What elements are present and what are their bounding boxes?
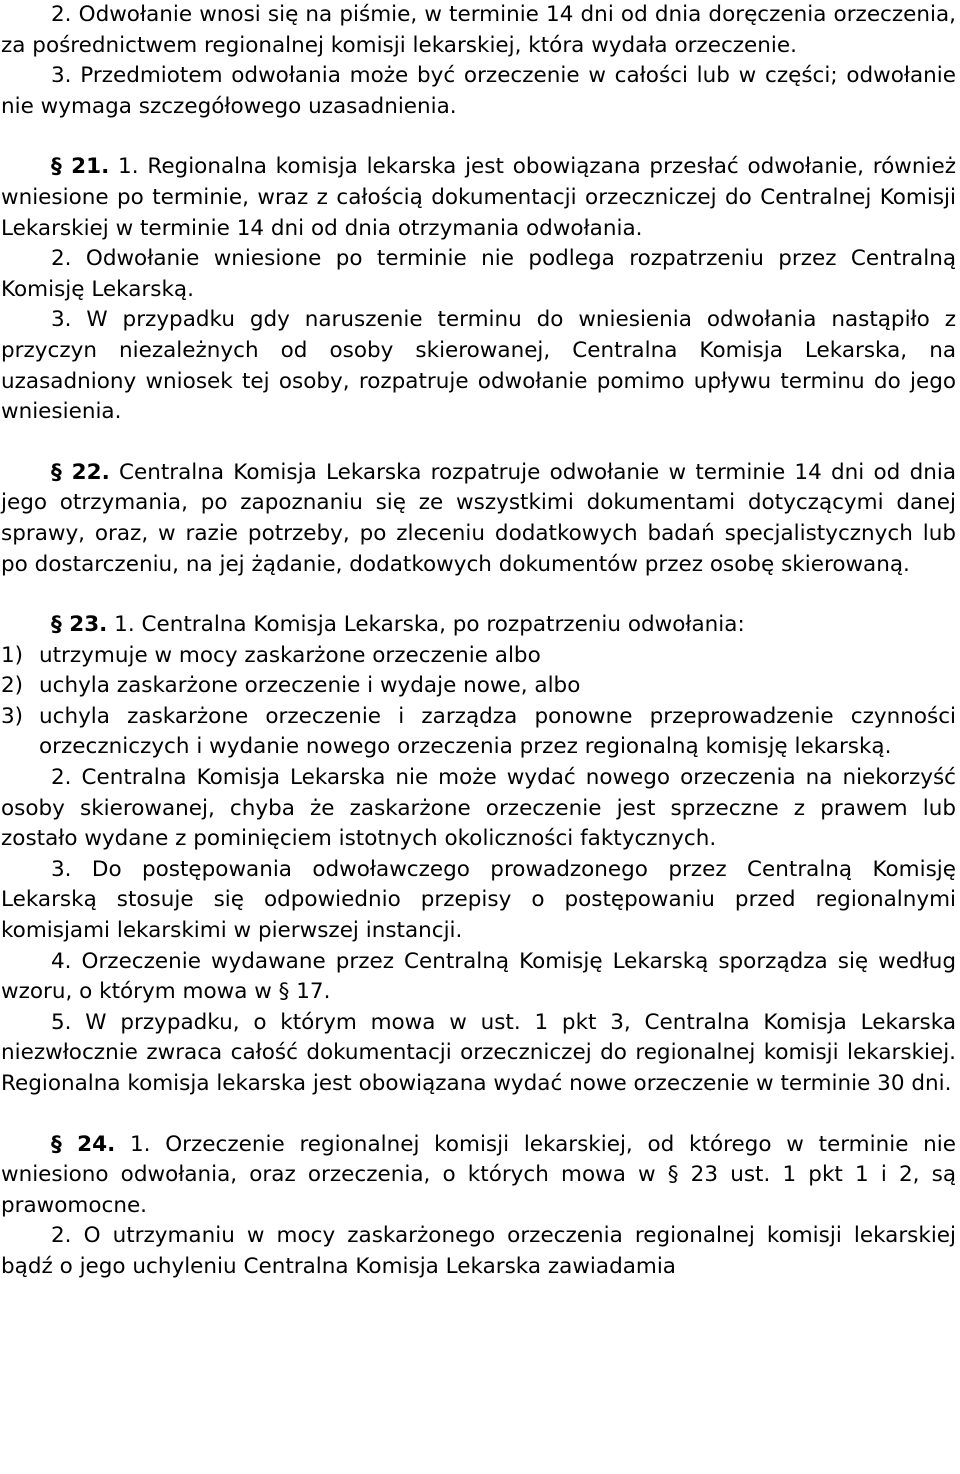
section-23-para-4: 4. Orzeczenie wydawane przez Centralną Komisję Lekarską sporządza się według wzoru, o którym mowa w § 17.	[1, 948, 956, 1005]
section-21-para-1	[1, 152, 956, 244]
section-22-para-1	[1, 458, 956, 580]
section-24-heading: § 24.	[51, 1131, 116, 1157]
list-item-number: 2)	[1, 673, 24, 699]
section-23-para-3: 3. Do postępowania odwoławczego prowadzonego przez Centralną Komisję Lekarską stosuje się odpowiednio przepisy o postępowaniu przed regionalnymi komisjami lekarskimi w pierwszej instancji.	[1, 856, 956, 944]
section-21-heading: § 21.	[51, 154, 110, 180]
section-22-heading: § 22.	[51, 459, 110, 485]
list-item-text: uchyla zaskarżone orzeczenie i zarządza ponowne przeprowadzenie czynności orzeczniczych i wydanie nowego orzeczenia przez regionalną komisję lekarską.	[39, 703, 956, 760]
section-23-para-2: 2. Centralna Komisja Lekarska nie może wydać nowego orzeczenia na niekorzyść osoby skierowanej, chyba że zaskarżone orzeczenie jest sprzeczne z prawem lub zostało wydane z pominięciem istotnych okoliczności faktycznych.	[1, 765, 956, 852]
section-23-para-5: 5. W przypadku, o którym mowa w ust. 1 pkt 3, Centralna Komisja Lekarska niezwłocznie zwraca całość dokumentacji orzeczniczej do regionalnej komisji lekarskiej. Regionalna komisja lekarska jest obowiązana wydać nowe orzeczenie w terminie 30 dni.	[1, 1009, 956, 1096]
section-21-text-1: 1. Regionalna komisja lekarska jest obowiązana przesłać odwołanie, również wniesione po terminie, wraz z całością dokumentacji orzeczniczej do Centralnej Komisji Lekarskiej w terminie 14 dni od dnia otrzymania odwołania.	[1, 154, 956, 241]
section-24-text-1: 1. Orzeczenie regionalnej komisji lekarskiej, od którego w terminie nie wniesiono odwołania, oraz orzeczenia, o których mowa w § 23 ust. 1 pkt 1 i 2, są prawomocne.	[1, 1131, 957, 1218]
section-23-heading: § 23.	[51, 612, 108, 638]
section-21-para-3: 3. W przypadku gdy naruszenie terminu do wniesienia odwołania nastąpiło z przyczyn niezależnych od osoby skierowanej, Centralna Komisja Lekarska, na uzasadniony wniosek tej osoby, rozpatruje odwołanie pomimo upływu terminu do jego wniesienia.	[1, 307, 956, 425]
list-item-text: utrzymuje w mocy zaskarżone orzeczenie albo	[39, 642, 541, 668]
section-21-para-2: 2. Odwołanie wniesione po terminie nie podlega rozpatrzeniu przez Centralną Komisję Lekarską.	[1, 246, 956, 302]
list-item-number: 1)	[1, 642, 24, 668]
section-22-text-1: Centralna Komisja Lekarska rozpatruje odwołanie w terminie 14 dni od dnia jego otrzymania, po zapoznaniu się ze wszystkimi dokumentami dotyczącymi danej sprawy, oraz, w razie potrzeby, po zleceniu dodatkowych badań specjalistycznych lub po dostarczeniu, na jej żądanie, dodatkowych dokumentów przez osobę skierowaną.	[1, 459, 956, 577]
paragraph-2-appeal-form: 2. Odwołanie wnosi się na piśmie, w terminie 14 dni od dnia doręczenia orzeczenia, za pośrednictwem regionalnej komisji lekarskiej, która wydała orzeczenie.	[1, 2, 956, 58]
list-item-text: uchyla zaskarżone orzeczenie i wydaje nowe, albo	[39, 673, 581, 699]
section-23-para-1	[1, 610, 956, 641]
list-item	[1, 641, 956, 672]
list-item	[1, 671, 956, 702]
list-item	[1, 702, 956, 763]
list-item-number: 3)	[1, 703, 24, 729]
paragraph-3-appeal-subject: 3. Przedmiotem odwołania może być orzeczenie w całości lub w części; odwołanie nie wymaga szczegółowego uzasadnienia.	[1, 63, 956, 119]
section-24-para-1	[1, 1130, 956, 1222]
section-24-para-2: 2. O utrzymaniu w mocy zaskarżonego orzeczenia regionalnej komisji lekarskiej bądź o jego uchyleniu Centralna Komisja Lekarska zawiadamia	[1, 1223, 956, 1279]
section-23-text-1: 1. Centralna Komisja Lekarska, po rozpatrzeniu odwołania:	[107, 612, 745, 638]
